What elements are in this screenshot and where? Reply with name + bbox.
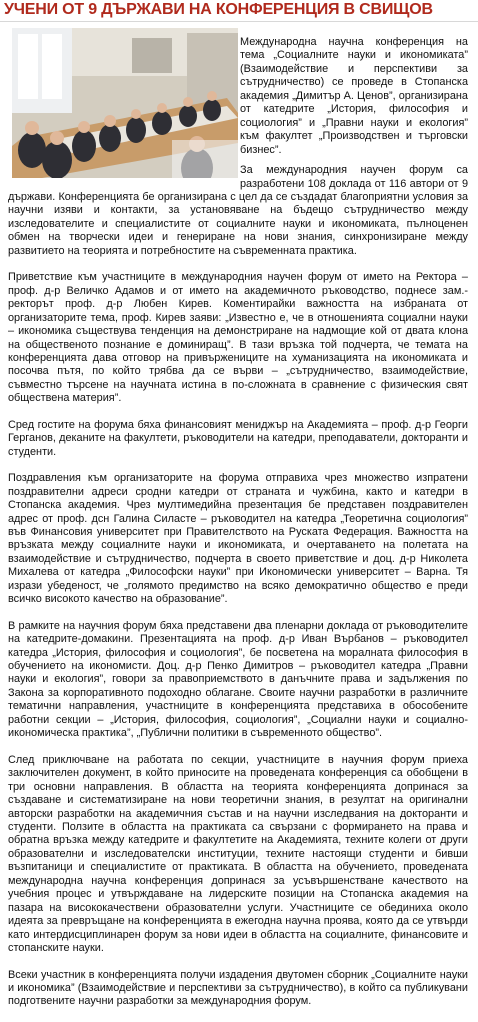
article-paragraph: Всеки участник в конференцията получи издадения двутомен сборник „Социалните науки и икономика” (Взаимодействие и перспективи за сътрудничество), в който са публикувани подготвените научни разработки за международния форум. <box>8 968 468 1008</box>
article-paragraph: Поздравления към организаторите на форума отправиха чрез множество изпратени поздравителни адреси сродни катедри от страната и чужбина, както и катедри в Стопанска академия. Чрез мултимедийна презентация бе представен поздравителен адрес от проф. дсн Галина Силасте – ръководител на катедра „Теоретична социология” във Финансовия университет при Правителството на Руската Федерация. Важността на връзката между социалните науки и икономиката, и очертаването на полетата на взаимодействие и сътрудничество, подчерта в своето приветствие и доц. д-р Николета Михалева от катедра „Философски науки” при Икономически университет – Варна. Тя изрази убеденост, че „голямото предимство на всяко демократично общество е преди всичко високото качество на образование”. <box>8 472 468 606</box>
article-paragraph: След приключване на работата по секции, участниците в научния форум приеха заключителен документ, в който приносите на проведената конференция са обобщени в три основни направления. В областта на теорията конференцията допринася за създаване и систематизиране на нови теоретични знания, в резултат на оригинални авторски разработки на академичния състав и на научни изследвания на докторанти и студенти. Ползите в областта на практиката са свързани с формирането на права и обратна връзка между катедрите и факултетите на Академията, техните колеги от други образователни и изследователски институции, техните настоящи студенти и бивши възпитаници и специалистите от практиката. В областта на обучението, проведената международна научна конференция допринася за усъвършенстване качеството на учебния процес и утвърждаване на лидерските позиции на Стопанска академия на пазара на висококачествени образователни услуги. Участниците се обединиха около идеята за превръщане на конференцията в ежегодна научна проява, която да се утвърди като интердисциплинарен форум за нови идеи в областта на социалните, финансовите и стопанските науки. <box>8 753 468 955</box>
article-paragraph-text: Международна научна конференция на тема „Социалните науки и икономиката” (Взаимодействие и перспективи за сътрудничество) се проведе в Стопанска академия „Димитър А. Ценов”, организирана от катедрите „История, философия и социология” и „Правни науки и екология” към факултет „Производствен и търговски бизнес”. <box>240 36 468 156</box>
article-title: УЧЕНИ ОТ 9 ДЪРЖАВИ НА КОНФЕРЕНЦИЯ В СВИЩОВ <box>4 1 433 18</box>
article-paragraph: Сред гостите на форума бяха финансовият мениджър на Академията – проф. д-р Георги Герганов, деканите на факултети, ръководители на катедри, преподаватели, докторанти и студенти. <box>8 418 468 458</box>
article-paragraph <box>8 36 468 157</box>
title-divider <box>0 21 478 22</box>
article-paragraph: Приветствие към участниците в международния научен форум от името на Ректора – проф. д-р Величко Адамов и от името на академичното ръководство, поднесе зам.-ректорът проф. д-р Любен Кирев. Коментирайки важността на избраната от организаторите тема, проф. Кирев заяви: „Известно е, че в отношенията социални науки – икономика съществува тенденция на демонстриране на надмощие кой от двата клона на общественото познание е доминиращ”. В тази връзка той подчерта, че темата на конференцията дава отговор на привържениците на хуманизацията на икономиката и посочва пътя, по който трябва да се върви – „сътрудничество, взаимодействие, съвместно търсене на научната истина в по-сложната в сравнение с физическия свят обществена материя”. <box>8 271 468 405</box>
article-body <box>8 36 468 1022</box>
article-paragraph: В рамките на научния форум бяха представени два пленарни доклада от ръководителите на катедрите-домакини. Презентацията на проф. д-р Иван Върбанов – ръководител катедра „История, философия и социология”, бе посветена на моралната философия в обучението на икономисти. Доц. д-р Пенко Димитров – ръководител катедра „Правни науки и екология”, говори за правоприемството в данъчните права и задължения по Закона за корпоративното подоходно облагане. Своите научни разработки в различните тематични направления, участниците в конференцията представиха в обособените работни секции – „История, философия, социология”, „Социални науки и социално-икономическа практика”, „Публични политики в съвременното общество”. <box>8 619 468 740</box>
article-paragraph: За международния научен форум са разработени 108 доклада от 116 автори от 9 държави. Конференцията бе организирана с цел да се създадат благоприятни условия за научни изяви и контакти, за установяване на бъдещо сътрудничество между изследователите и специалистите от социалните науки и икономиката, пълноценен обмен на творчески идеи и генериране на нови знания, синхронизиране между развитието на теорията и потребностите на съвременната практика. <box>8 164 468 257</box>
photo-spacer <box>8 28 240 178</box>
